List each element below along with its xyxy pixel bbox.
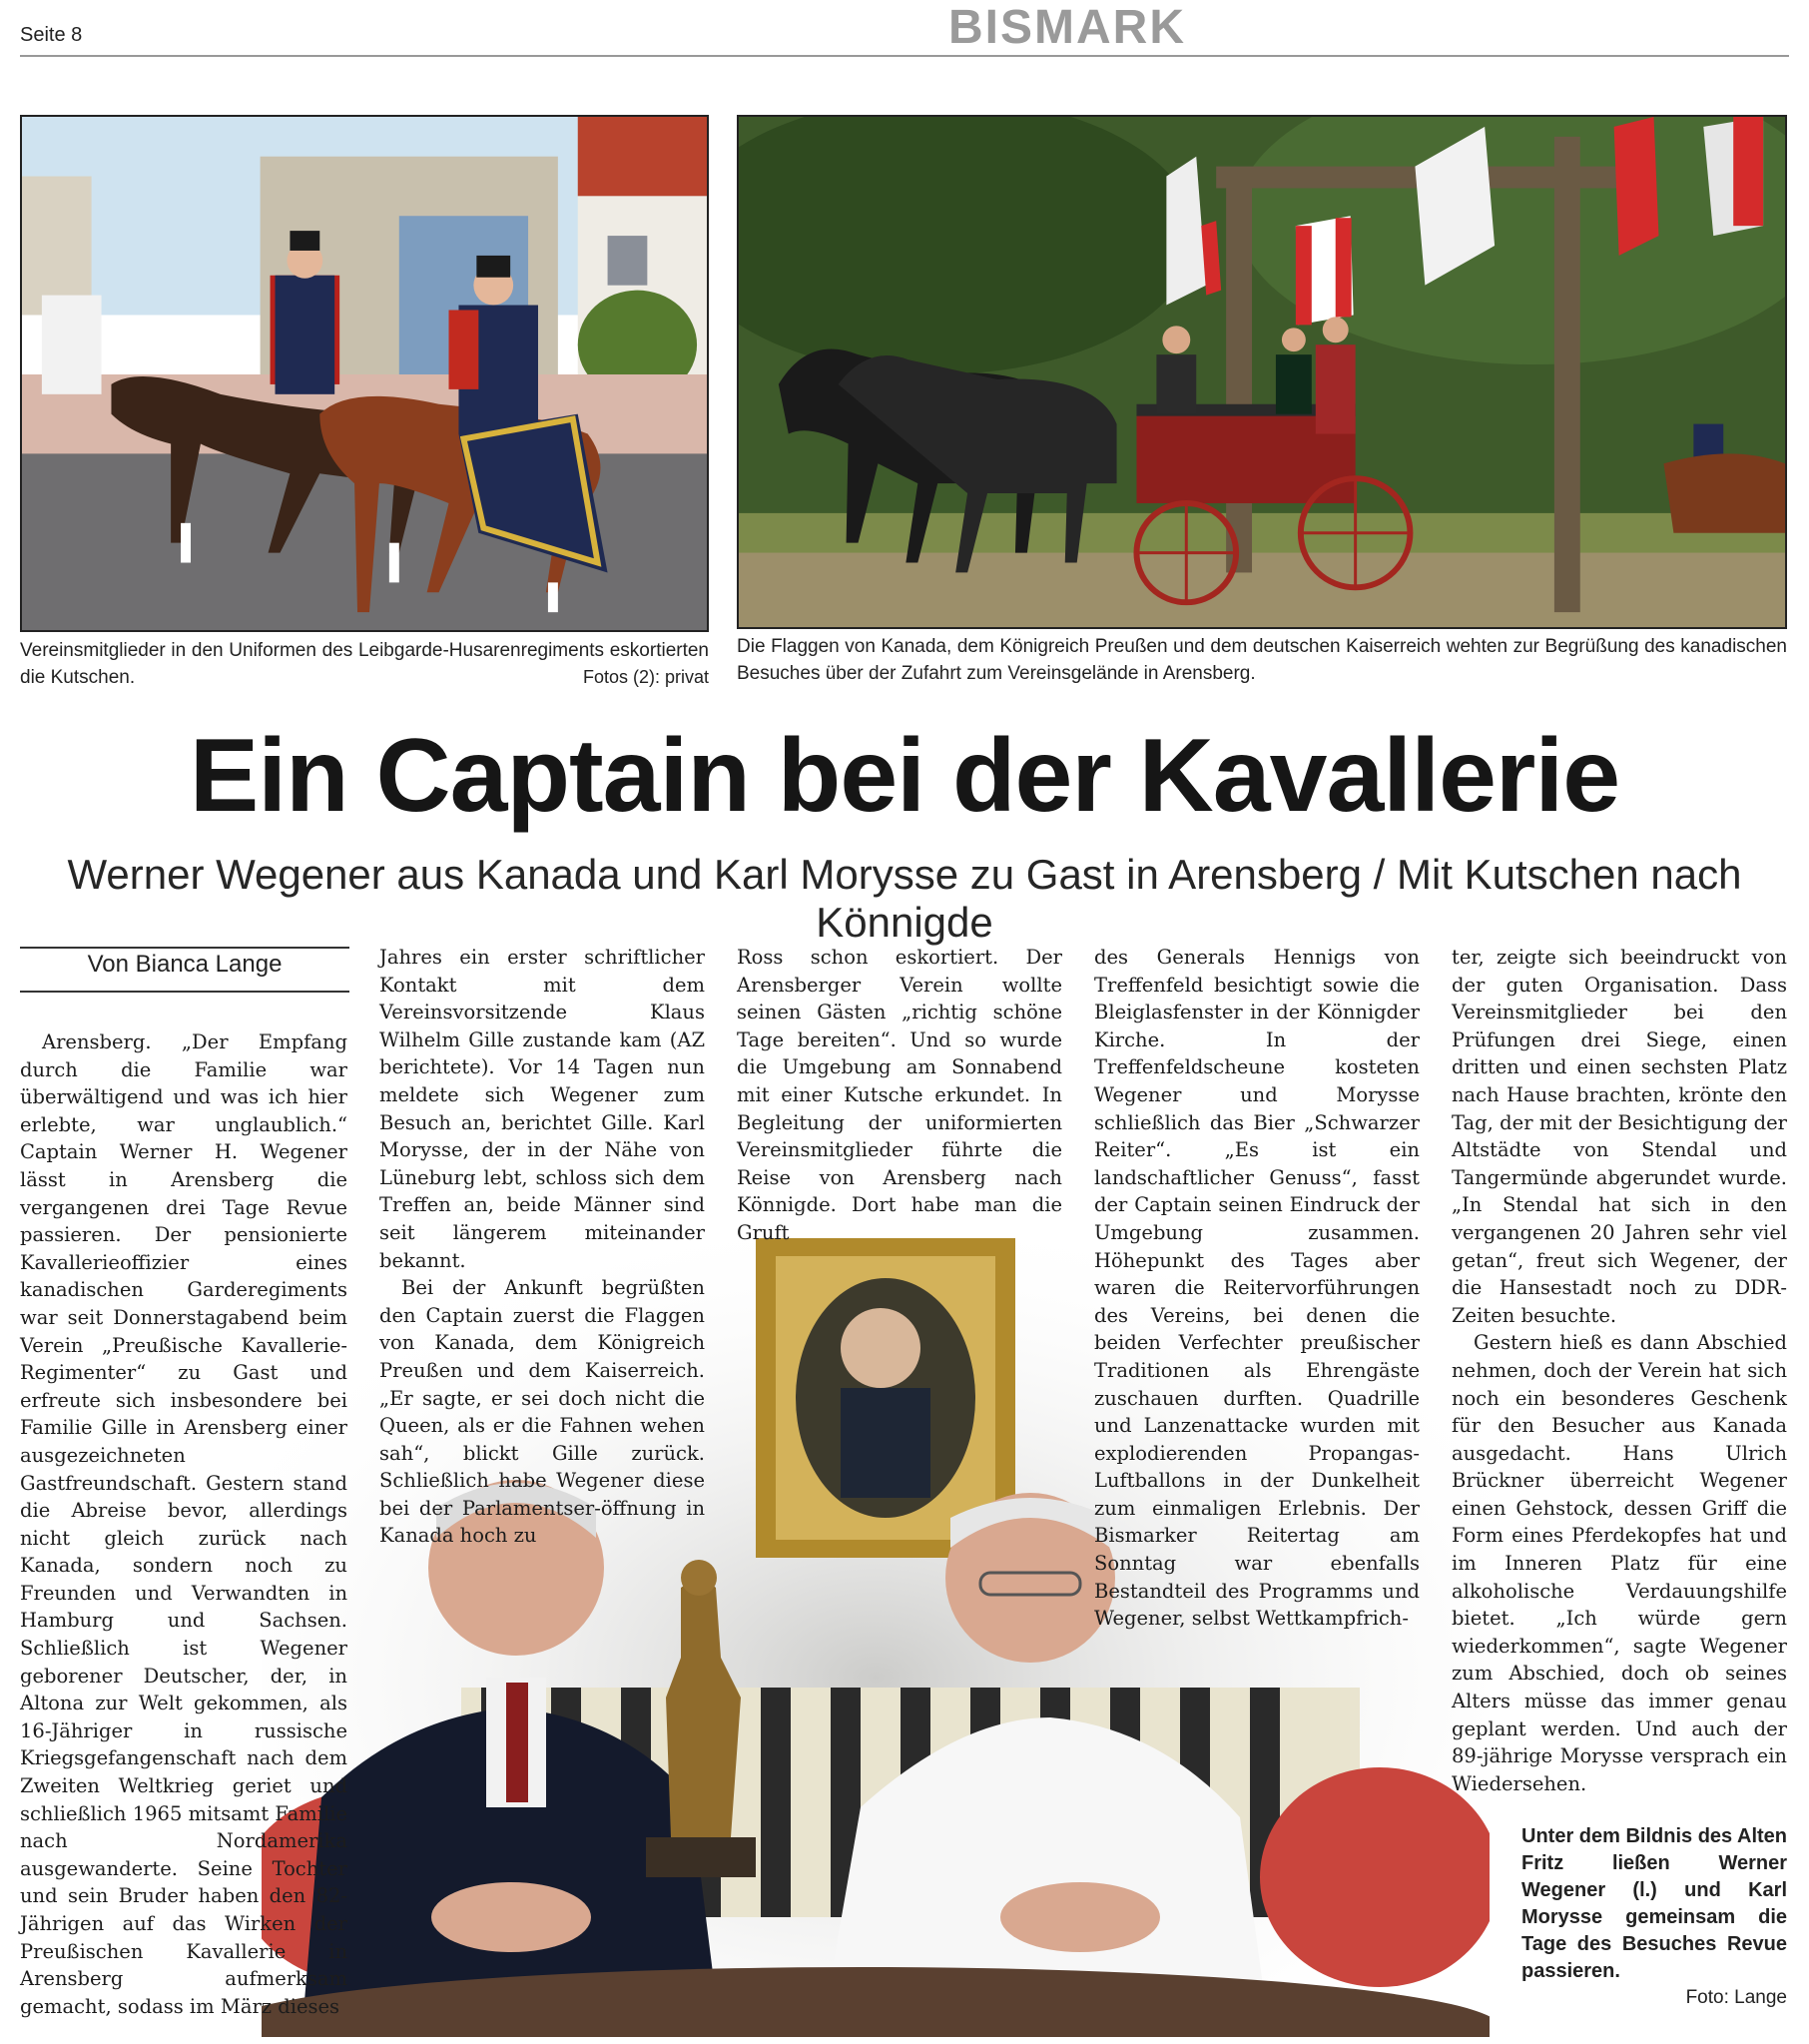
col2-paragraph-2: Bei der Ankunft begrüßten den Captain zuerst die Flaggen von Kanada, dem Königreich Preußen und dem Kaiserreich. „Er sagte, er sei doch nicht die Queen, als er die Fahnen wehen sah“, blickt Gille zurück. Schließlich habe Wegener diese bei der Parlamentser-öffnung in Kanada hoch zu [379, 1276, 705, 1548]
col2-paragraph-1: Jahres ein erster schriftlicher Kontakt mit dem Vereinsvorsitzende Klaus Wilhelm Gille zustande kam (AZ berichtete). Vor 14 Tagen nun meldete sich Wegener zum Besuch an, berichtet Gille. Karl Morysse, der in der Nähe von Lüneburg lebt, schloss sich dem Treffen an, beide Männer sind seit längerem miteinander bekannt. [379, 946, 705, 1272]
col1-paragraph: Arensberg. „Der Empfang durch die Familie war überwältigend und was ich hier erlebte, war unglaublich.“ Captain Werner H. Wegener lässt in Arensberg die vergangenen drei Tage Revue passieren. Der pensionierte Kavallerieoffizier eines kanadischen Garderegiments war seit Donnerstagabend beim Verein „Preußische Kavallerie-Regimenter“ zu Gast und erfreute sich insbesondere bei Familie Gille in Arensberg einer ausgezeichneten Gastfreundschaft. Gestern stand die Abreise bevor, allerdings nicht gleich zurück nach Kanada, sondern noch zu Freunden und Verwandten in Hamburg und Sachsen. Schließlich ist Wegener geborener Deutscher, der, in Altona zur Welt gekommen, als 16-Jähriger in russische Kriegsgefangenschaft nach dem Zweiten Weltkrieg geriet und schließlich 1965 mitsamt Familie nach Nordamerika ausgewanderte. Seine Tochter und sein Bruder haben den 82-Jährigen auf das Wirken der Preußischen Kavallerie in Arensberg aufmerksam gemacht, sodass im März dieses [20, 1030, 347, 2018]
article-column-2 [379, 944, 705, 1550]
horse-riders-photo [20, 115, 709, 632]
page-number: Seite 8 [20, 24, 83, 46]
byline-rule-bottom [20, 991, 349, 993]
right-photo-caption: Die Flaggen von Kanada, dem Königreich Preußen und dem deutschen Kaiserreich wehten zur Begrüßung des kanadischen Besuches über der Zufahrt zum Vereinsgelände in Arensberg. [737, 636, 1787, 684]
article-column-1 [20, 1028, 347, 2037]
main-photo-caption: Unter dem Bildnis des Alten Fritz ließen Werner Wegener (l.) und Karl Morysse gemeinsam die Tage des Besuches Revue passieren. [1521, 1825, 1787, 1982]
article-column-4 [1094, 944, 1420, 1633]
main-photo-credit: Foto: Lange [1685, 1987, 1787, 2008]
byline: Von Bianca Lange [87, 951, 283, 978]
main-photo-caption-block [1521, 1823, 1787, 2011]
left-photo-caption-text: Vereinsmitglieder in den Uniformen des Leibgarde-Husarenregiments eskortierten die Kutschen. [20, 640, 709, 688]
byline-rule-top [20, 947, 349, 949]
col3-paragraph: Ross schon eskortiert. Der Arensberger Verein wollte seinen Gästen „richtig schöne Tage bereiten“. Und so wurde die Umgebung am Sonnabend mit einer Kutsche erkundet. In Begleitung der uniformierten Vereinsmitglieder führte die Reise von Arensberg nach Könnigde. Dort habe man die Gruft [737, 946, 1062, 1244]
col4-paragraph: des Generals Hennigs von Treffenfeld besichtigt sowie die Bleiglasfenster in der Könnigder Kirche. In der Treffenfeldscheune kosteten Wegener und Morysse schließlich das Bier „Schwarzer Reiter“. „Es ist ein landschaftlicher Genuss“, fasst der Captain seinen Eindruck der Umgebung zusammen. Höhepunkt des Tages aber waren die Reitervorführungen des Vereins, bei denen die beiden Verfechter preußischer Traditionen als Ehrengäste zuschauen durften. Quadrille und Lanzenattacke wurden mit explodierenden Propangas-Luftballons in der Dunkelheit zum einmaligen Erlebnis. Der Bismarker Reitertag am Sonntag war ebenfalls Bestandteil des Programms und Wegener, selbst Wettkampfrich- [1094, 946, 1420, 1631]
article-column-5 [1452, 944, 1787, 1797]
left-photo-credit: Fotos (2): privat [582, 667, 709, 687]
header-divider [20, 55, 1789, 57]
col5-paragraph-1: ter, zeigte sich beeindruckt von der guten Organisation. Dass Vereinsmitglieder bei den Prüfungen drei Siege, einen dritten und einen sechsten Platz nach Hause brachten, krönte den Tag, der mit der Besichtigung der Altstädte von Stendal und Tangermünde abgerundet wurde. „In Stendal hat sich in den vergangenen 20 Jahren sehr viel getan“, freut sich Wegener, der die Hansestadt noch zu DDR-Zeiten besuchte. [1452, 946, 1787, 1327]
article-column-3 [737, 944, 1062, 1247]
col5-paragraph-2: Gestern hieß es dann Abschied nehmen, doch der Verein hat sich noch ein besonderes Geschenk für den Besucher aus Kanada ausgedacht. Hans Ulrich Brückner überreicht Wegener einen Gehstock, dessen Griff die Form eines Pferdekopfes hat und im Inneren Platz für eine alkoholische Verdauungshilfe bietet. „Ich würde gern wiederkommen“, sagte Wegener zum Abschied, doch ob seines Alters müsse das immer genau geplant werden. Und auch der 89-jährige Morysse versprach ein Wiedersehen. [1452, 1331, 1787, 1795]
carriage-flags-photo [737, 115, 1787, 629]
section-title: BISMARK [948, 1, 1186, 54]
subheadline: Werner Wegener aus Kanada und Karl Morysse zu Gast in Arensberg / Mit Kutschen nach Könnigde [67, 851, 1742, 946]
headline: Ein Captain bei der Kavallerie [189, 718, 1620, 834]
left-photo-caption [20, 637, 709, 691]
